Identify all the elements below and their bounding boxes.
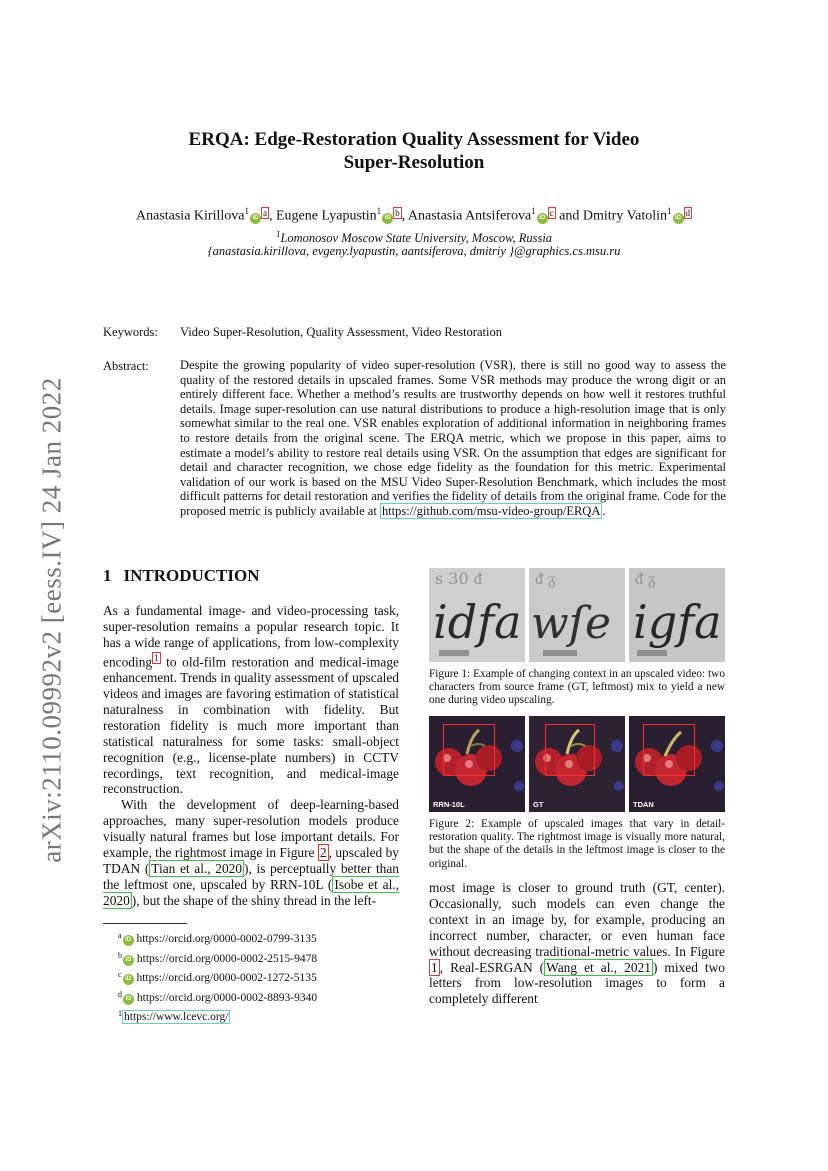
orcid-icon[interactable]: iD bbox=[250, 213, 261, 224]
svg-text:ᵭ ᵹ: ᵭ ᵹ bbox=[535, 569, 556, 588]
citation-link[interactable]: Wang et al., 2021 bbox=[546, 959, 651, 975]
orcid-icon: iD bbox=[123, 974, 134, 985]
figure-1-crop-gt bbox=[429, 568, 525, 662]
footnote-item: $^a$ iD https://orcid.org/0000-0002-0799-3135 bbox=[118, 931, 317, 945]
author-emails: {anastasia.kirillova, evgeny.lyapustin, aantsiferova, dmitriy }@graphics.cs.msu.ru bbox=[207, 244, 621, 258]
figure-2-crop-tdan bbox=[629, 716, 725, 812]
figure-ref-link[interactable]: 1 bbox=[431, 959, 438, 975]
figure-2-label: GT bbox=[533, 800, 544, 809]
detail-box bbox=[545, 724, 595, 776]
footnote-divider bbox=[103, 923, 187, 924]
figure-2-images bbox=[429, 716, 725, 812]
svg-text:igfa: igfa bbox=[633, 595, 722, 649]
svg-text:s 30 ᵭ: s 30 ᵭ bbox=[435, 569, 482, 588]
affiliation: $^1$Lomonosov Moscow State University, Moscow, Russia bbox=[275, 229, 553, 246]
footnote-link[interactable]: c bbox=[549, 207, 554, 218]
detail-box bbox=[643, 724, 695, 776]
orcid-icon: iD bbox=[123, 955, 134, 966]
footnote-item: $^1$ https://www.lcevc.org/ bbox=[118, 1009, 229, 1023]
footnote-item: $^d$ iD https://orcid.org/0000-0002-8893-9340 bbox=[118, 989, 318, 1004]
intro-paragraph-2: With the development of deep-learning-based approaches, many super-resolution models produce visually natural frames but lose important details. For example, the rightmost image in Figure 2 , upscaled by TDAN ( Tian et al., 2020 ), is perceptually better than the leftmost one, upscaled by RRN-10L ( Isobe et al., 2020 ), but the shape of the shiny thread in the left- bbox=[103, 797, 400, 908]
intro-paragraph-3: most image is closer to ground truth (GT, center). Occasionally, such models can even change the context in an image by, for example, producing an incorrect number, character, or even human face without decreasing traditional-metric values. In Figure 1 , Real-ESRGAN ( Wang et al., 2021 ) mixed two letters from low-resolution images to form a completely different bbox=[429, 880, 726, 1007]
figure-1-crop-alt bbox=[629, 568, 725, 662]
footnote-item: $^c$ iD https://orcid.org/0000-0002-1272-5135 bbox=[118, 970, 317, 984]
orcid-icon[interactable]: iD bbox=[537, 213, 548, 224]
svg-text:wſe: wſe bbox=[531, 598, 611, 649]
lcevc-link[interactable]: https://www.lcevc.org/ bbox=[124, 1011, 229, 1023]
figure-2-crop-rrn bbox=[429, 716, 525, 812]
handwriting-image bbox=[429, 568, 525, 662]
figure-2-crop-gt bbox=[529, 716, 625, 812]
author-name: Anastasia Kirillova bbox=[135, 208, 245, 224]
abstract-text: Despite the growing popularity of video super-resolution (VSR), there is still no good way to assess the quality of the restored details in upscaled frames. Some VSR methods may produce the wrong digit or an entirely different face. Whether a method’s results are trustworthy depends on how well it restores truthful details. Image super-resolution can use natural distributions to produce a high-resolution image that is only somewhat similar to the real one. VSR enables exploration of additional information in neighboring frames to restore details from the original scene. The ERQA metric, which we propose in this paper, aims to estimate a model’s ability to restore real details using VSR. On the assumption that edges are significant for detail and character recognition, we chose edge fidelity as the foundation for this metric. Experimental validation of our work is based on the MSU Video Super-Resolution Benchmark, which includes the most difficult patterns for detail restoration and verifies the fidelity of details from the original frame. Code for the proposed metric is publicly available at https://github.com/msu-video-group/ERQA . bbox=[180, 358, 726, 518]
keywords-text: Video Super-Resolution, Quality Assessment, Video Restoration bbox=[180, 325, 502, 339]
figure-2-label: TDAN bbox=[633, 800, 654, 809]
orcid-icon[interactable]: iD bbox=[673, 213, 684, 224]
section-heading: 1 INTRODUCTION bbox=[103, 566, 260, 585]
citation-link[interactable]: Isobe et al., 2020 bbox=[103, 876, 399, 908]
figure-2-label: RRN-10L bbox=[433, 800, 465, 809]
abstract-label: Abstract: bbox=[103, 359, 149, 373]
intro-left-column bbox=[103, 603, 399, 909]
orcid-icon: iD bbox=[123, 935, 134, 946]
svg-text:idfa: idfa bbox=[433, 595, 522, 649]
code-link[interactable]: https://github.com/msu-video-group/ERQA bbox=[381, 503, 601, 518]
handwriting-image bbox=[629, 568, 725, 662]
author-list: Anastasia Kirillova$^1$iD a , Eugene Lyapustin$^1$iD b , Anastasia Antsiferova$^1$iD c and Dmitry Vatolin$^1$iD d bbox=[135, 206, 691, 224]
handwriting-image bbox=[529, 568, 625, 662]
footnote-link[interactable]: b bbox=[395, 207, 400, 218]
paper-title bbox=[0, 128, 828, 174]
orcid-icon[interactable]: iD bbox=[382, 213, 393, 224]
title-line-1: ERQA: Edge-Restoration Quality Assessment for Video bbox=[188, 129, 640, 150]
citation-link[interactable]: Tian et al., 2020 bbox=[151, 860, 243, 876]
author-name: Eugene Lyapustin bbox=[275, 208, 377, 224]
footnote-link[interactable]: d bbox=[685, 207, 691, 218]
detail-box bbox=[443, 724, 495, 776]
author-name: Dmitry Vatolin bbox=[582, 208, 668, 224]
keywords-label: Keywords: bbox=[103, 325, 158, 339]
footnote-link[interactable]: 1 bbox=[154, 652, 159, 663]
title-line-2: Super-Resolution bbox=[343, 152, 485, 173]
figure-2-caption: Figure 2: Example of upscaled images that vary in detail-restoration quality. The rightmost image is visually more natural, but the shape of the details in the leftmost image is closer to the original. bbox=[429, 818, 725, 870]
intro-paragraph-1: As a fundamental image- and video-processing task, super-resolution remains a popular research topic. It has a wide range of applications, from low-complexity encoding $^1$ to old-film restoration and medical-image enhancement. Trends in quality assessment of upscaled videos and images are favoring estimation of statistical naturalness in combination with fidelity. But restoration fidelity is much more important than statistical naturalness for some tasks: small-object recognition (e.g., license-plate numbers) in CCTV recordings, text recognition, and medical-image reconstruction. bbox=[103, 603, 399, 797]
figure-1-crop-upscaled bbox=[529, 568, 625, 662]
footnote-link[interactable]: a bbox=[262, 207, 267, 218]
figure-1-images bbox=[429, 568, 725, 662]
footnote-item: $^b$ iD https://orcid.org/0000-0002-2515-9478 bbox=[118, 950, 318, 965]
figure-ref-link[interactable]: 2 bbox=[319, 845, 327, 861]
svg-text:ᵭ ᵹ: ᵭ ᵹ bbox=[635, 569, 656, 588]
orcid-icon: iD bbox=[123, 994, 134, 1005]
arxiv-stamp: arXiv:2110.09992v2 [eess.IV] 24 Jan 2022 bbox=[36, 377, 67, 863]
footnotes bbox=[118, 928, 317, 1026]
intro-right-column bbox=[429, 880, 725, 1007]
author-name: Anastasia Antsiferova bbox=[407, 208, 532, 224]
figure-1-caption: Figure 1: Example of changing context in an upscaled video: two characters from source frame (GT, leftmost) mix to yield a new one during video upscaling. bbox=[429, 668, 725, 707]
